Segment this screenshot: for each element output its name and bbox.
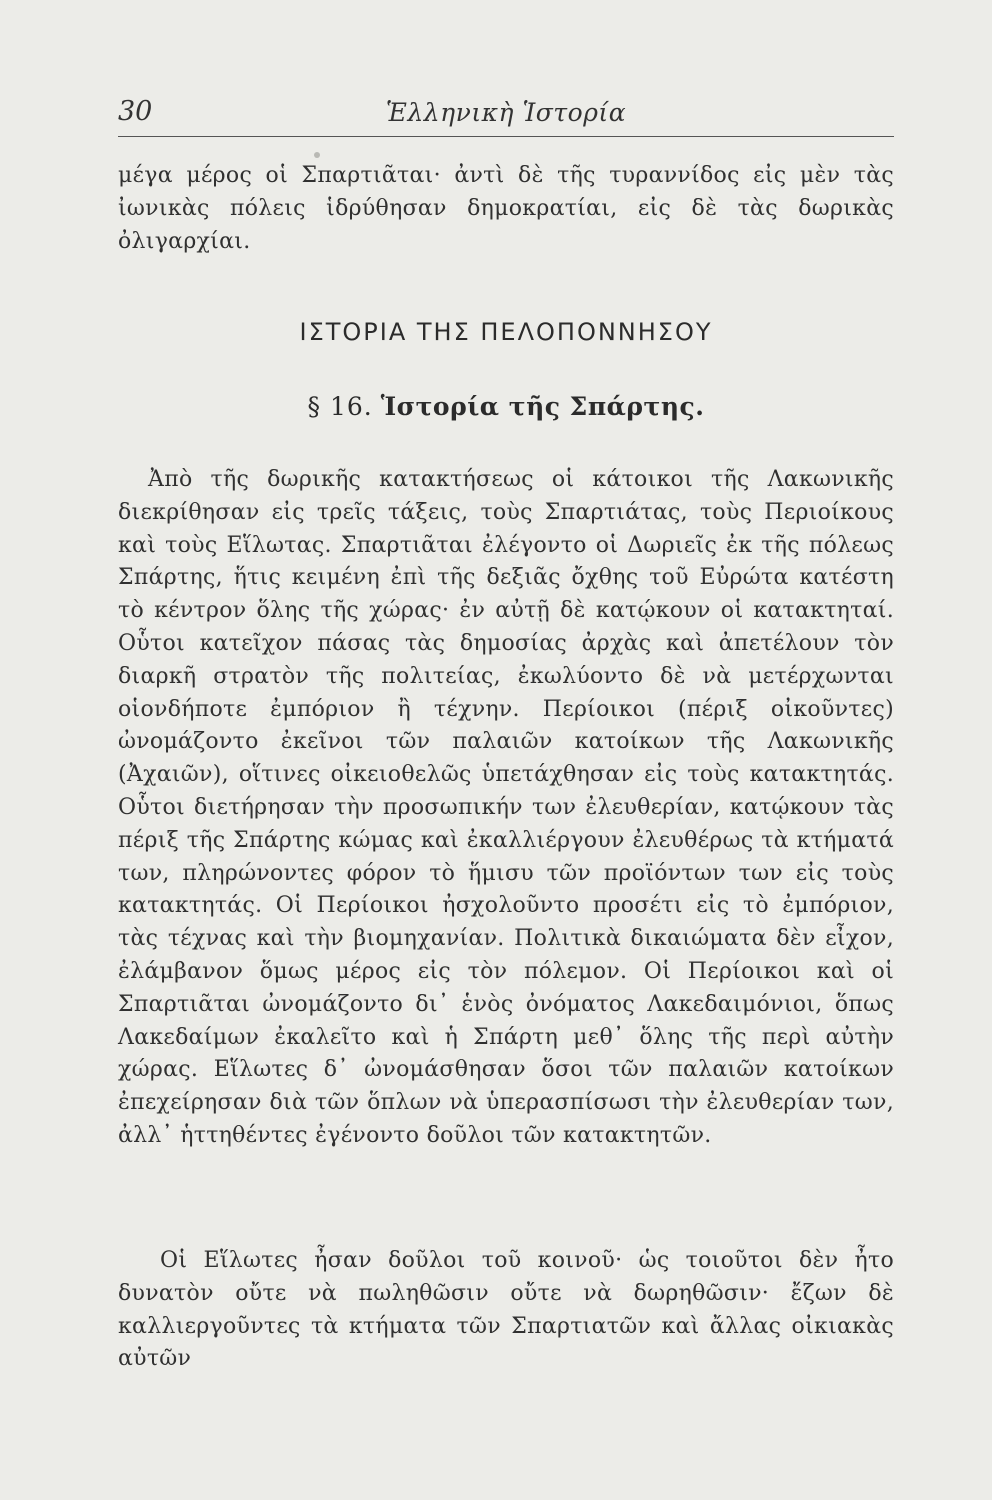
section-heading: ΙΣΤΟΡΙΑ ΤΗΣ ΠΕΛΟΠΟΝΝΗΣΟΥ	[299, 318, 713, 346]
intro-paragraph: μέγα μέρος οἱ Σπαρτιᾶται· ἀντὶ δὲ τῆς τυραννίδος εἰς μὲν τὰς ἰωνικὰς πόλεις ἱδρύθησαν δημοκρατίαι, εἰς δὲ τὰς δωρικὰς ὀλιγαρχίαι.	[118, 163, 894, 254]
page-header	[118, 96, 894, 136]
main-paragraph: Ἀπὸ τῆς δωρικῆς κατακτήσεως οἱ κάτοικοι τῆς Λακωνικῆς διεκρίθησαν εἰς τρεῖς τάξεις, τοὺς Σπαρτιάτας, τοὺς Περιοίκους καὶ τοὺς Εἵλωτας. Σπαρτιᾶται ἐλέγοντο οἱ Δωριεῖς ἐκ τῆς πόλεως Σπάρτης, ἥτις κειμένη ἐπὶ τῆς δεξιᾶς ὄχθης τοῦ Εὐρώτα κατέστη τὸ κέντρον ὅλης τῆς χώρας· ἐν αὐτῇ δὲ κατῴκουν οἱ κατακτηταί. Οὗτοι κατεῖχον πάσας τὰς δημοσίας ἀρχὰς καὶ ἀπετέλουν τὸν διαρκῆ στρατὸν τῆς πολιτείας, ἐκωλύοντο δὲ νὰ μετέρχωνται οἱονδήποτε ἐμπόριον ἢ τέχνην. Περίοικοι (πέριξ οἰκοῦντες) ὠνομάζοντο ἐκεῖνοι τῶν παλαιῶν κατοίκων τῆς Λακωνικῆς (Ἀχαιῶν), οἵτινες οἰκειοθελῶς ὑπετάχθησαν εἰς τοὺς κατακτητάς. Οὗτοι διετήρησαν τὴν προσωπικήν των ἐλευθερίαν, κατῴκουν τὰς πέριξ τῆς Σπάρτης κώμας καὶ ἐκαλλιέργουν ἐλευθέρως τὰ κτήματά των, πληρώνοντες φόρον τὸ ἥμισυ τῶν προϊόντων των εἰς τοὺς κατακτητάς. Οἱ Περίοικοι ἠσχολοῦντο προσέτι εἰς τὸ ἐμπόριον, τὰς τέχνας καὶ τὴν βιομηχανίαν. Πολιτικὰ δικαιώματα δὲν εἶχον, ἐλάμβανον ὅμως μέρος εἰς τὸν πόλεμον. Οἱ Περίοικοι καὶ οἱ Σπαρτιᾶται ὠνομάζοντο δι᾽ ἑνὸς ὀνόματος Λακεδαιμόνιοι, ὅπως Λακεδαίμων ἐκαλεῖτο καὶ ἡ Σπάρτη μεθ᾽ ὅλης τῆς περὶ αὐτὴν χώρας. Εἵλωτες δ᾽ ὠνομάσθησαν ὅσοι τῶν παλαιῶν κατοίκων ἐπεχείρησαν διὰ τῶν ὅπλων νὰ ὑπερασπίσωσι τὴν ἐλευθερίαν των, ἀλλ᾽ ἡττηθέντες ἐγένοντο δοῦλοι τῶν κατακτητῶν.	[118, 467, 894, 1148]
page-number: 30	[118, 96, 153, 127]
header-rule	[118, 136, 894, 137]
chapter-subheading	[118, 392, 894, 421]
running-title: Ἑλληνικὴ Ἱστορία	[385, 98, 627, 127]
section-number: § 16.	[307, 392, 373, 421]
paper-speck	[314, 152, 320, 158]
closing-paragraph: Οἱ Εἵλωτες ἦσαν δοῦλοι τοῦ κοινοῦ· ὡς τοιοῦτοι δὲν ἦτο δυνατὸν οὔτε νὰ πωληθῶσιν οὔτε νὰ δωρηθῶσιν· ἔζων δὲ καλλιεργοῦντες τὰ κτήματα τῶν Σπαρτιατῶν καὶ ἄλλας οἰκιακὰς αὐτῶν	[118, 1248, 894, 1372]
section-title: Ἱστορία τῆς Σπάρτης.	[380, 392, 705, 421]
